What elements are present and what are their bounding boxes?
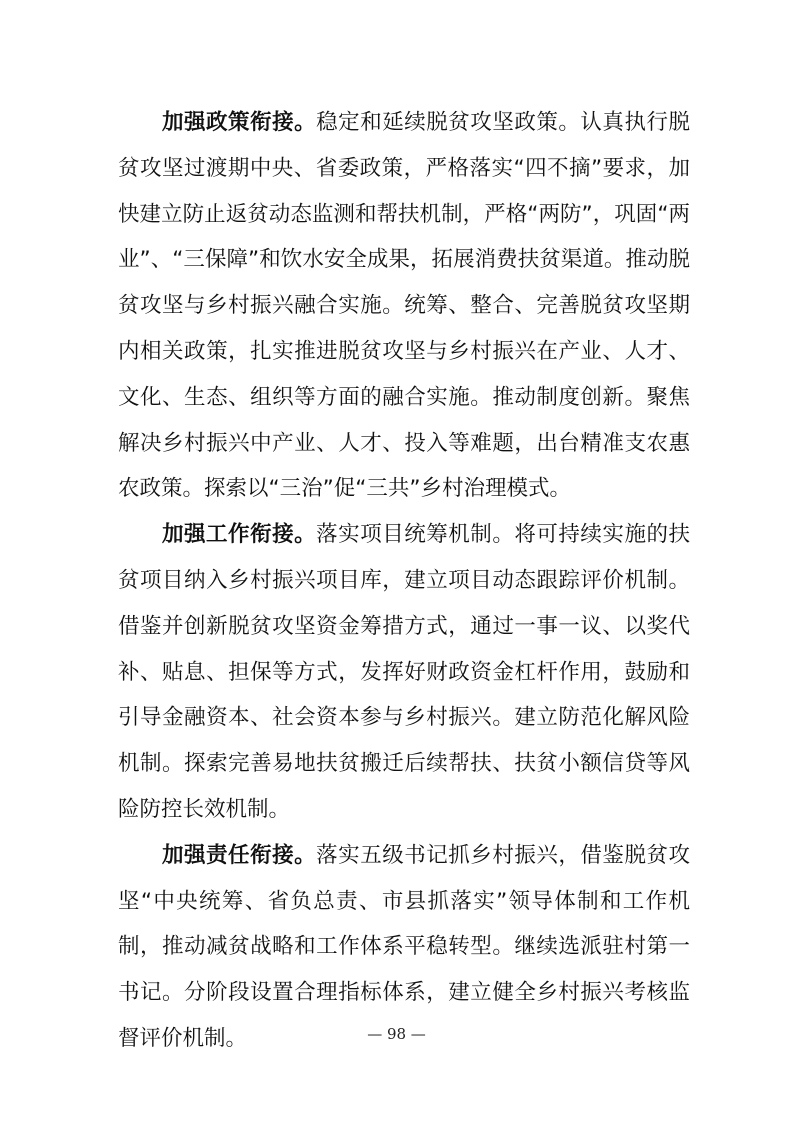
paragraph-heading: 加强工作衔接。 [162,522,317,548]
paragraph-policy-link [118,100,690,512]
paragraph-heading: 加强政策衔接。 [162,110,317,135]
paragraph-text: 落实五级书记抓乡村振兴，借鉴脱贫攻坚“中央统筹、省负总责、市县抓落实”领导体制和工作机制，推动减贫战略和工作体系平稳转型。继续选派驻村第一书记。分阶段设置合理指标体系，建立健全乡村振兴考核监督评价机制。 [118,842,690,1051]
paragraph-heading: 加强责任衔接。 [162,842,317,868]
paragraph-text: 稳定和延续脱贫攻坚政策。认真执行脱贫攻坚过渡期中央、省委政策，严格落实“四不摘”要求，加快建立防止返贫动态监测和帮扶机制，严格“两防”，巩固“两业”、“三保障”和饮水安全成果，拓展消费扶贫渠道。推动脱贫攻坚与乡村振兴融合实施。统筹、整合、完善脱贫攻坚期内相关政策，扎实推进脱贫攻坚与乡村振兴在产业、人才、文化、生态、组织等方面的融合实施。推动制度创新。聚焦解决乡村振兴中产业、人才、投入等难题，出台精准支农惠农政策。探索以“三治”促“三共”乡村治理模式。 [118,110,690,502]
paragraph-work-link [118,512,690,833]
page-number: — 98 — [367,1025,426,1043]
document-body [118,100,690,1062]
paragraph-text: 落实项目统筹机制。将可持续实施的扶贫项目纳入乡村振兴项目库，建立项目动态跟踪评价机制。借鉴并创新脱贫攻坚资金筹措方式，通过一事一议、以奖代补、贴息、担保等方式，发挥好财政资金杠杆作用，鼓励和引导金融资本、社会资本参与乡村振兴。建立防范化解风险机制。探索完善易地扶贫搬迁后续帮扶、扶贫小额信贷等风险防控长效机制。 [118,522,690,822]
